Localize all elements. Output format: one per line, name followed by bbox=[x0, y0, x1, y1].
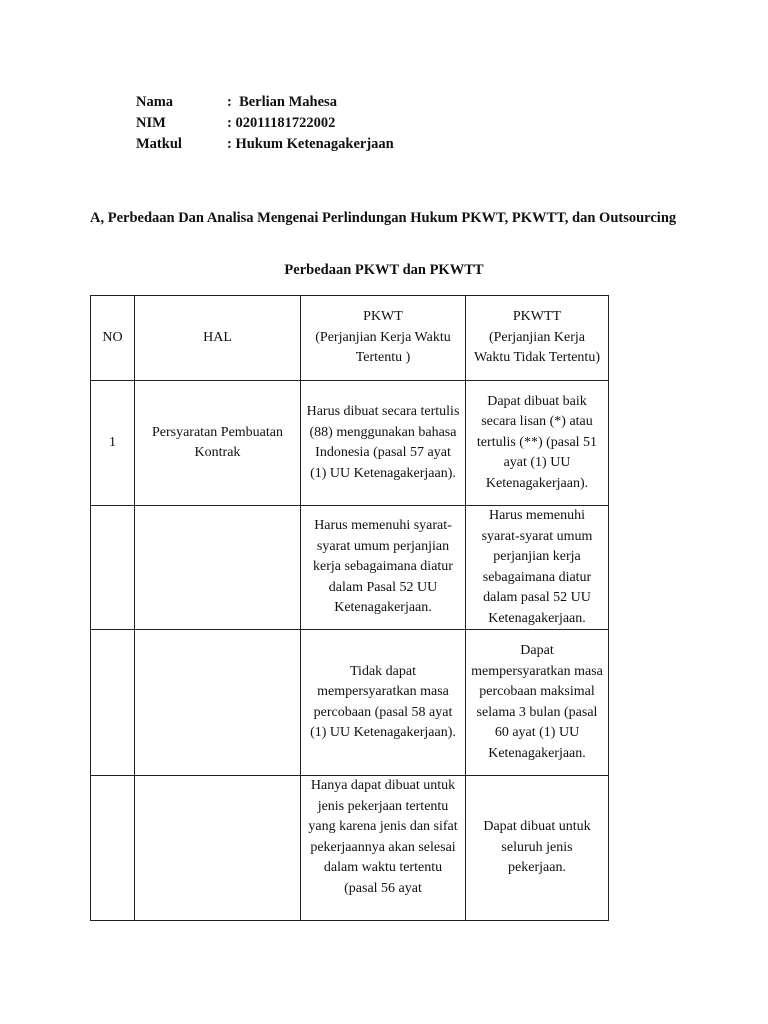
cell-no bbox=[91, 506, 135, 630]
header-pkwtt-subtitle: (Perjanjian Kerja Waktu Tidak Tertentu) bbox=[474, 329, 600, 366]
table-row bbox=[91, 506, 609, 630]
cell-pkwtt: Dapat dibuat baik secara lisan (*) atau tertulis (**) (pasal 51 ayat (1) UU Ketenagakerjaan). bbox=[466, 381, 609, 506]
header-hal: HAL bbox=[135, 296, 301, 381]
table-caption: Perbedaan PKWT dan PKWTT bbox=[284, 262, 484, 278]
cell-pkwt: Hanya dapat dibuat untuk jenis pekerjaan tertentu yang karena jenis dan sifat pekerjaannya akan selesai dalam waktu tertentu (pasal 56 ayat bbox=[301, 776, 466, 921]
header-pkwt bbox=[301, 296, 466, 381]
header-pkwtt bbox=[466, 296, 609, 381]
header-no: NO bbox=[91, 296, 135, 381]
header-pkwt-subtitle: (Perjanjian Kerja Waktu Tertentu ) bbox=[315, 329, 451, 366]
table-row bbox=[91, 630, 609, 776]
header-pkwt-title: PKWT bbox=[363, 309, 403, 325]
cell-pkwtt: Harus memenuhi syarat-syarat umum perjanjian kerja sebagaimana diatur dalam pasal 52 UU Ketenagakerjaan. bbox=[466, 506, 609, 630]
cell-pkwtt: Dapat dibuat untuk seluruh jenis pekerjaan. bbox=[466, 776, 609, 921]
info-label: NIM bbox=[136, 115, 166, 131]
table-header-row bbox=[91, 296, 609, 381]
cell-pkwtt: Dapat mempersyaratkan masa percobaan maksimal selama 3 bulan (pasal 60 ayat (1) UU Ketenagakerjaan. bbox=[466, 630, 609, 776]
info-value: : Hukum Ketenagakerjaan bbox=[227, 136, 394, 152]
info-value: : 02011181722002 bbox=[227, 115, 336, 131]
cell-pkwt: Harus dibuat secara tertulis (88) menggunakan bahasa Indonesia (pasal 57 ayat (1) UU Ketenagakerjaan). bbox=[301, 381, 466, 506]
info-label: Nama bbox=[136, 94, 174, 110]
cell-no: 1 bbox=[91, 381, 135, 506]
cell-no bbox=[91, 630, 135, 776]
table-row bbox=[91, 776, 609, 921]
header-pkwtt-title: PKWTT bbox=[512, 309, 562, 325]
table-row bbox=[91, 381, 609, 506]
cell-hal: Persyaratan Pembuatan Kontrak bbox=[135, 381, 301, 506]
cell-hal bbox=[135, 630, 301, 776]
cell-no bbox=[91, 776, 135, 921]
comparison-table bbox=[90, 295, 609, 921]
cell-hal bbox=[135, 506, 301, 630]
info-value: : Berlian Mahesa bbox=[227, 94, 337, 110]
info-label: Matkul bbox=[136, 136, 182, 152]
section-heading: A, Perbedaan Dan Analisa Mengenai Perlindungan Hukum PKWT, PKWTT, dan Outsourcing bbox=[90, 210, 677, 226]
cell-hal bbox=[135, 776, 301, 921]
cell-pkwt: Harus memenuhi syarat-syarat umum perjanjian kerja sebagaimana diatur dalam Pasal 52 UU Ketenagakerjaan. bbox=[301, 506, 466, 630]
cell-pkwt: Tidak dapat mempersyaratkan masa percobaan (pasal 58 ayat (1) UU Ketenagakerjaan). bbox=[301, 630, 466, 776]
